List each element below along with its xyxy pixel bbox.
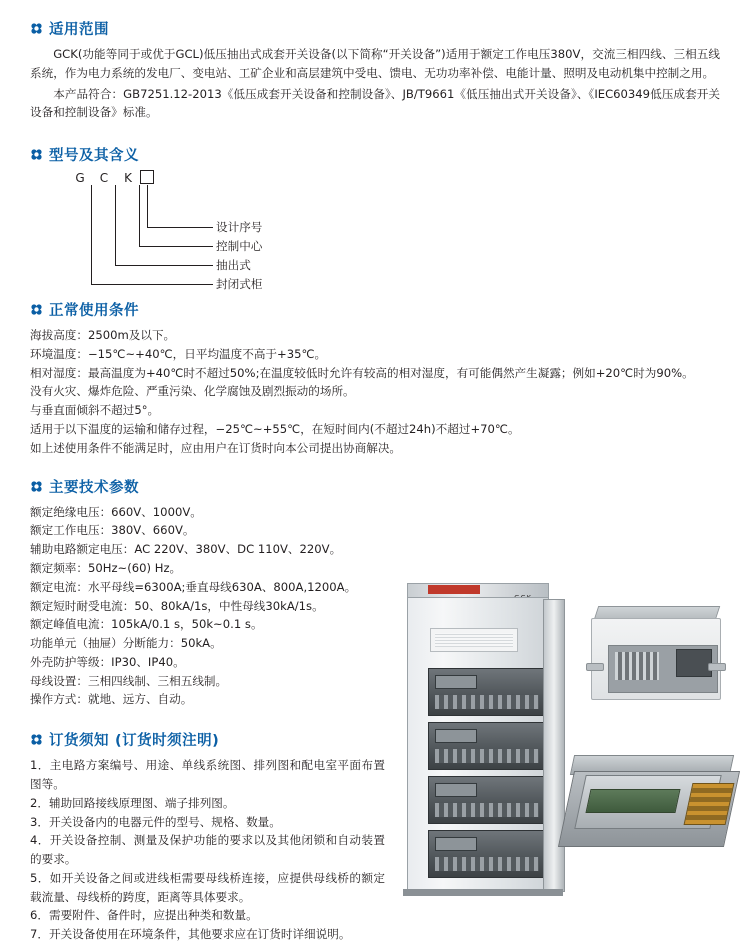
section-specs	[30, 476, 390, 710]
model-serial-box	[140, 170, 154, 184]
spec-line: 额定短时耐受电流：50、80kA/1s，中性母线30kA/1s。	[30, 598, 324, 613]
model-letter-3: K	[124, 171, 132, 186]
condition-line: 海拔高度：2500m及以下。	[30, 328, 176, 343]
control-box-body	[591, 618, 721, 700]
order-item: 5．如开关设备之间或进线柜需要母线桥连接，应提供母线桥的额定载流量、母线桥的跨度，距离等具体要求。	[30, 870, 385, 904]
spec-line: 母线设置：三相四线制、三相五线制。	[30, 673, 228, 688]
model-letters	[68, 171, 140, 185]
leader-line-1	[91, 185, 213, 285]
scope-paragraph-2: 本产品符合：GB7251.12-2013《低压成套开关设备和控制设备》、JB/T9661《低压抽出式开关设备》、《IEC60349低压成套开关设备和控制设备》标准。	[30, 86, 720, 120]
drawer-unit-busbar	[684, 783, 735, 825]
spec-line: 外壳防护等级：IP30、IP40。	[30, 654, 185, 669]
order-item: 1．主电路方案编号、用途、单线系统图、排列图和配电室平面布置图等。	[30, 758, 385, 791]
cabinet-vent-panel	[430, 628, 518, 652]
condition-line: 适用于以下温度的运输和储存过程，−25℃~+55℃，在短时间内(不超过24h)不超过+70℃。	[30, 422, 520, 437]
order-item: 3．开关设备内的电器元件的型号、规格、数量。	[30, 814, 281, 829]
flower-bullet-icon	[30, 303, 43, 316]
conditions-list	[30, 326, 720, 457]
scope-paragraph-1: GCK(功能等同于或优于GCL)低压抽出式成套开关设备(以下简称“开关设备”)适用于额定工作电压380V，交流三相四线、三相五线系统，作为电力系统的发电厂、变电站、工矿企业和高层建筑中受电、馈电、无功功率补偿、电能计量、照明及电动机集中控制之用。	[30, 47, 720, 80]
control-box-screen	[676, 649, 712, 677]
condition-line: 相对湿度：最高温度为+40℃时不超过50%;在温度较低时允许有较高的相对湿度，有可能偶然产生凝露；例如+20℃时为90%。	[30, 365, 694, 380]
control-box-drawing	[585, 600, 735, 712]
section-header-conditions	[30, 299, 720, 320]
cabinet-red-band	[428, 585, 480, 594]
gck-cabinet-photo	[395, 575, 570, 897]
section-header-specs	[30, 476, 390, 497]
order-item: 6．需要附件、备件时，应提出种类和数量。	[30, 908, 258, 923]
section-title-scope: 适用范围	[49, 22, 109, 38]
section-title-model: 型号及其含义	[49, 148, 139, 165]
order-item: 4．开关设备控制、测量及保护功能的要求以及其他闭锁和自动装置的要求。	[30, 833, 385, 867]
spec-line: 功能单元（抽屉）分断能力：50kA。	[30, 636, 222, 651]
order-item: 2．辅助回路接线原理图、端子排列图。	[30, 795, 235, 810]
control-box-handle-right	[708, 663, 726, 671]
spec-line: 额定峰值电流：105kA/0.1 s，50k~0.1 s。	[30, 617, 263, 632]
model-label-3: 抽出式	[216, 258, 251, 273]
section-title-specs: 主要技术参数	[49, 479, 139, 496]
control-box-handle-left	[586, 663, 604, 671]
flower-bullet-icon	[30, 148, 43, 161]
model-label-2: 控制中心	[216, 239, 263, 254]
section-title-conditions: 正常使用条件	[49, 303, 139, 320]
spec-line: 额定绝缘电压：660V、1000V。	[30, 504, 202, 519]
drawer-unit	[428, 830, 548, 878]
condition-line: 与垂直面倾斜不超过5°。	[30, 403, 160, 418]
drawer-unit-photo	[558, 745, 740, 873]
model-designation-diagram	[30, 171, 720, 292]
section-model	[30, 144, 720, 292]
drawer-unit-component-block	[585, 789, 680, 813]
drawer-unit	[428, 668, 548, 716]
model-letter-2: C	[99, 171, 109, 186]
specs-list	[30, 503, 390, 710]
drawer-unit	[428, 776, 548, 824]
spec-line: 操作方式：就地、远方、自动。	[30, 692, 193, 707]
flower-bullet-icon	[30, 733, 43, 746]
model-letter-1: G	[75, 171, 85, 186]
order-item: 7．开关设备使用在环境条件，其他要求应在订货时详细说明。	[30, 927, 351, 942]
cabinet-drawing	[395, 575, 570, 897]
section-title-order: 订货须知	[49, 733, 109, 750]
model-label-1: 设计序号	[216, 220, 263, 235]
model-label-4: 封闭式柜	[216, 277, 263, 292]
order-notice-list	[30, 756, 385, 944]
spec-line: 额定电流：水平母线=6300A;垂直母线630A、800A,1200A。	[30, 579, 357, 594]
drawer-unit	[428, 722, 548, 770]
section-header-order	[30, 729, 385, 750]
spec-line: 额定工作电压：380V、660V。	[30, 523, 195, 538]
condition-line: 环境温度：−15℃~+40℃，日平均温度不高于+35℃。	[30, 346, 327, 361]
section-order	[30, 729, 385, 944]
section-subtitle-order: (订货时须注明)	[115, 733, 220, 750]
condition-line: 如上述使用条件不能满足时，应由用户在订货时向本公司提出协商解决。	[30, 440, 402, 455]
section-scope	[30, 18, 720, 122]
flower-bullet-icon	[30, 480, 43, 493]
drawer-unit-drawing	[558, 745, 740, 873]
condition-line: 没有火灾、爆炸危险、严重污染、化学腐蚀及剧烈振动的场所。	[30, 384, 355, 399]
cabinet-body	[407, 597, 549, 894]
section-conditions	[30, 299, 720, 457]
section-header-scope	[30, 18, 720, 39]
spec-line: 额定频率：50Hz~(60) Hz。	[30, 560, 182, 575]
cabinet-base	[403, 889, 563, 896]
control-box-photo	[585, 600, 735, 712]
flower-bullet-icon	[30, 22, 43, 35]
section-header-model	[30, 144, 720, 165]
spec-line: 辅助电路额定电压：AC 220V、380V、DC 110V、220V。	[30, 542, 342, 557]
